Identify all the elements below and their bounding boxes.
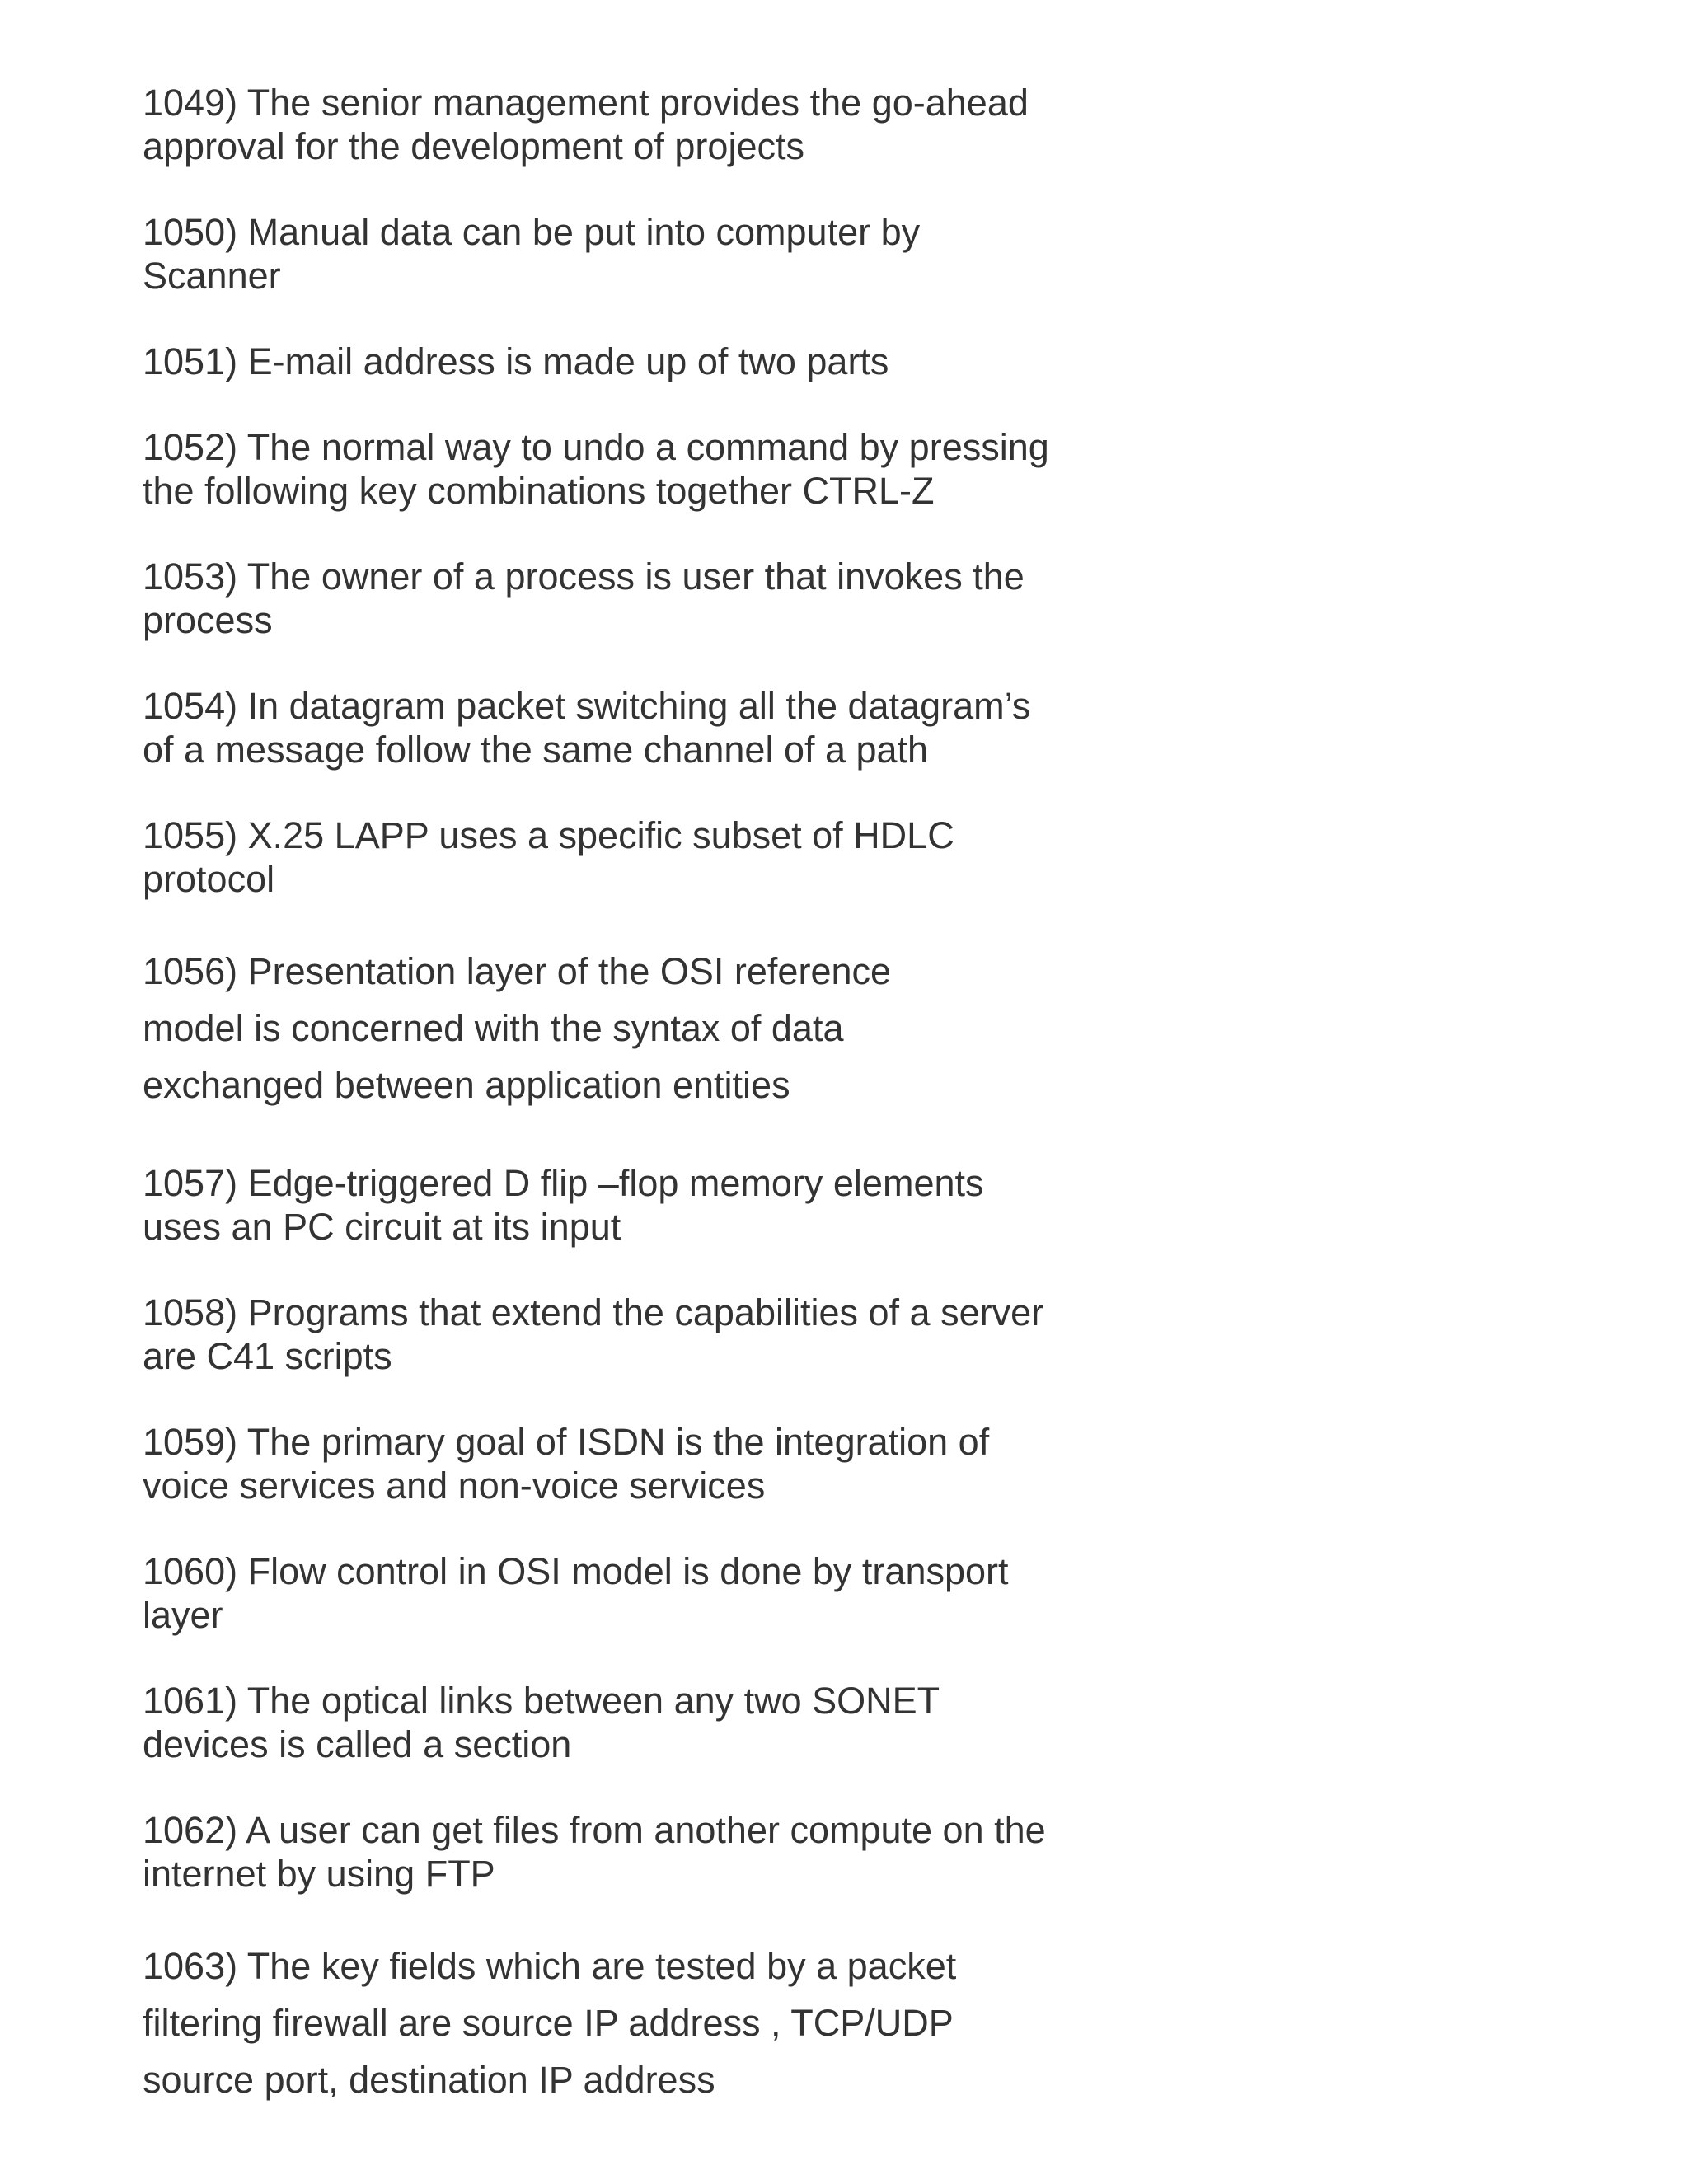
item-text: are C41 scripts — [143, 1335, 392, 1377]
list-item — [143, 684, 1132, 771]
list-item — [143, 1420, 1132, 1507]
item-text: protocol — [143, 858, 275, 900]
list-item — [143, 555, 1132, 642]
item-text: 1057) Edge-triggered D flip –flop memory elements — [143, 1162, 984, 1204]
item-text: 1051) E-mail address is made up of two parts — [143, 340, 889, 382]
item-text: 1052) The normal way to undo a command by pressing — [143, 426, 1049, 468]
item-text: 1058) Programs that extend the capabilities of a server — [143, 1291, 1044, 1333]
list-item — [143, 81, 1132, 168]
item-text: internet by using FTP — [143, 1853, 495, 1895]
list-item — [143, 1291, 1132, 1378]
item-text: layer — [143, 1594, 223, 1636]
item-text: model is concerned with the syntax of data — [143, 1007, 844, 1049]
list-item — [143, 1938, 1132, 2108]
item-text: process — [143, 599, 273, 641]
item-text: 1049) The senior management provides the go-ahead — [143, 82, 1029, 124]
item-text: 1055) X.25 LAPP uses a specific subset of HDLC — [143, 814, 954, 856]
item-text: 1053) The owner of a process is user that invokes the — [143, 555, 1025, 598]
list-item — [143, 1161, 1132, 1249]
item-text: 1060) Flow control in OSI model is done by transport — [143, 1550, 1009, 1592]
item-text: 1062) A user can get files from another compute on the — [143, 1809, 1046, 1851]
list-item — [143, 340, 1132, 383]
item-text: 1056) Presentation layer of the OSI reference — [143, 950, 892, 992]
item-text: exchanged between application entities — [143, 1064, 790, 1106]
item-text: source port, destination IP address — [143, 2059, 715, 2101]
list-item — [143, 943, 1132, 1113]
question-list — [143, 81, 1132, 2150]
item-text: 1050) Manual data can be put into computer by — [143, 211, 921, 253]
item-text: 1061) The optical links between any two SONET — [143, 1680, 940, 1722]
item-text: approval for the development of projects — [143, 125, 804, 167]
item-text: devices is called a section — [143, 1723, 572, 1765]
item-text: the following key combinations together CTRL-Z — [143, 470, 935, 512]
item-text: voice services and non-voice services — [143, 1465, 766, 1507]
list-item — [143, 813, 1132, 901]
list-item — [143, 1808, 1132, 1896]
list-item — [143, 1679, 1132, 1766]
item-text: 1054) In datagram packet switching all the datagram’s — [143, 685, 1031, 727]
list-item — [143, 210, 1132, 298]
item-text: 1059) The primary goal of ISDN is the integration of — [143, 1421, 990, 1463]
list-item — [143, 1549, 1132, 1637]
list-item — [143, 425, 1132, 513]
item-text: uses an PC circuit at its input — [143, 1206, 621, 1248]
item-text: filtering firewall are source IP address , TCP/UDP — [143, 2002, 954, 2044]
item-text: 1063) The key fields which are tested by a packet — [143, 1945, 957, 1987]
item-text: Scanner — [143, 255, 281, 297]
item-text: of a message follow the same channel of a path — [143, 729, 929, 771]
